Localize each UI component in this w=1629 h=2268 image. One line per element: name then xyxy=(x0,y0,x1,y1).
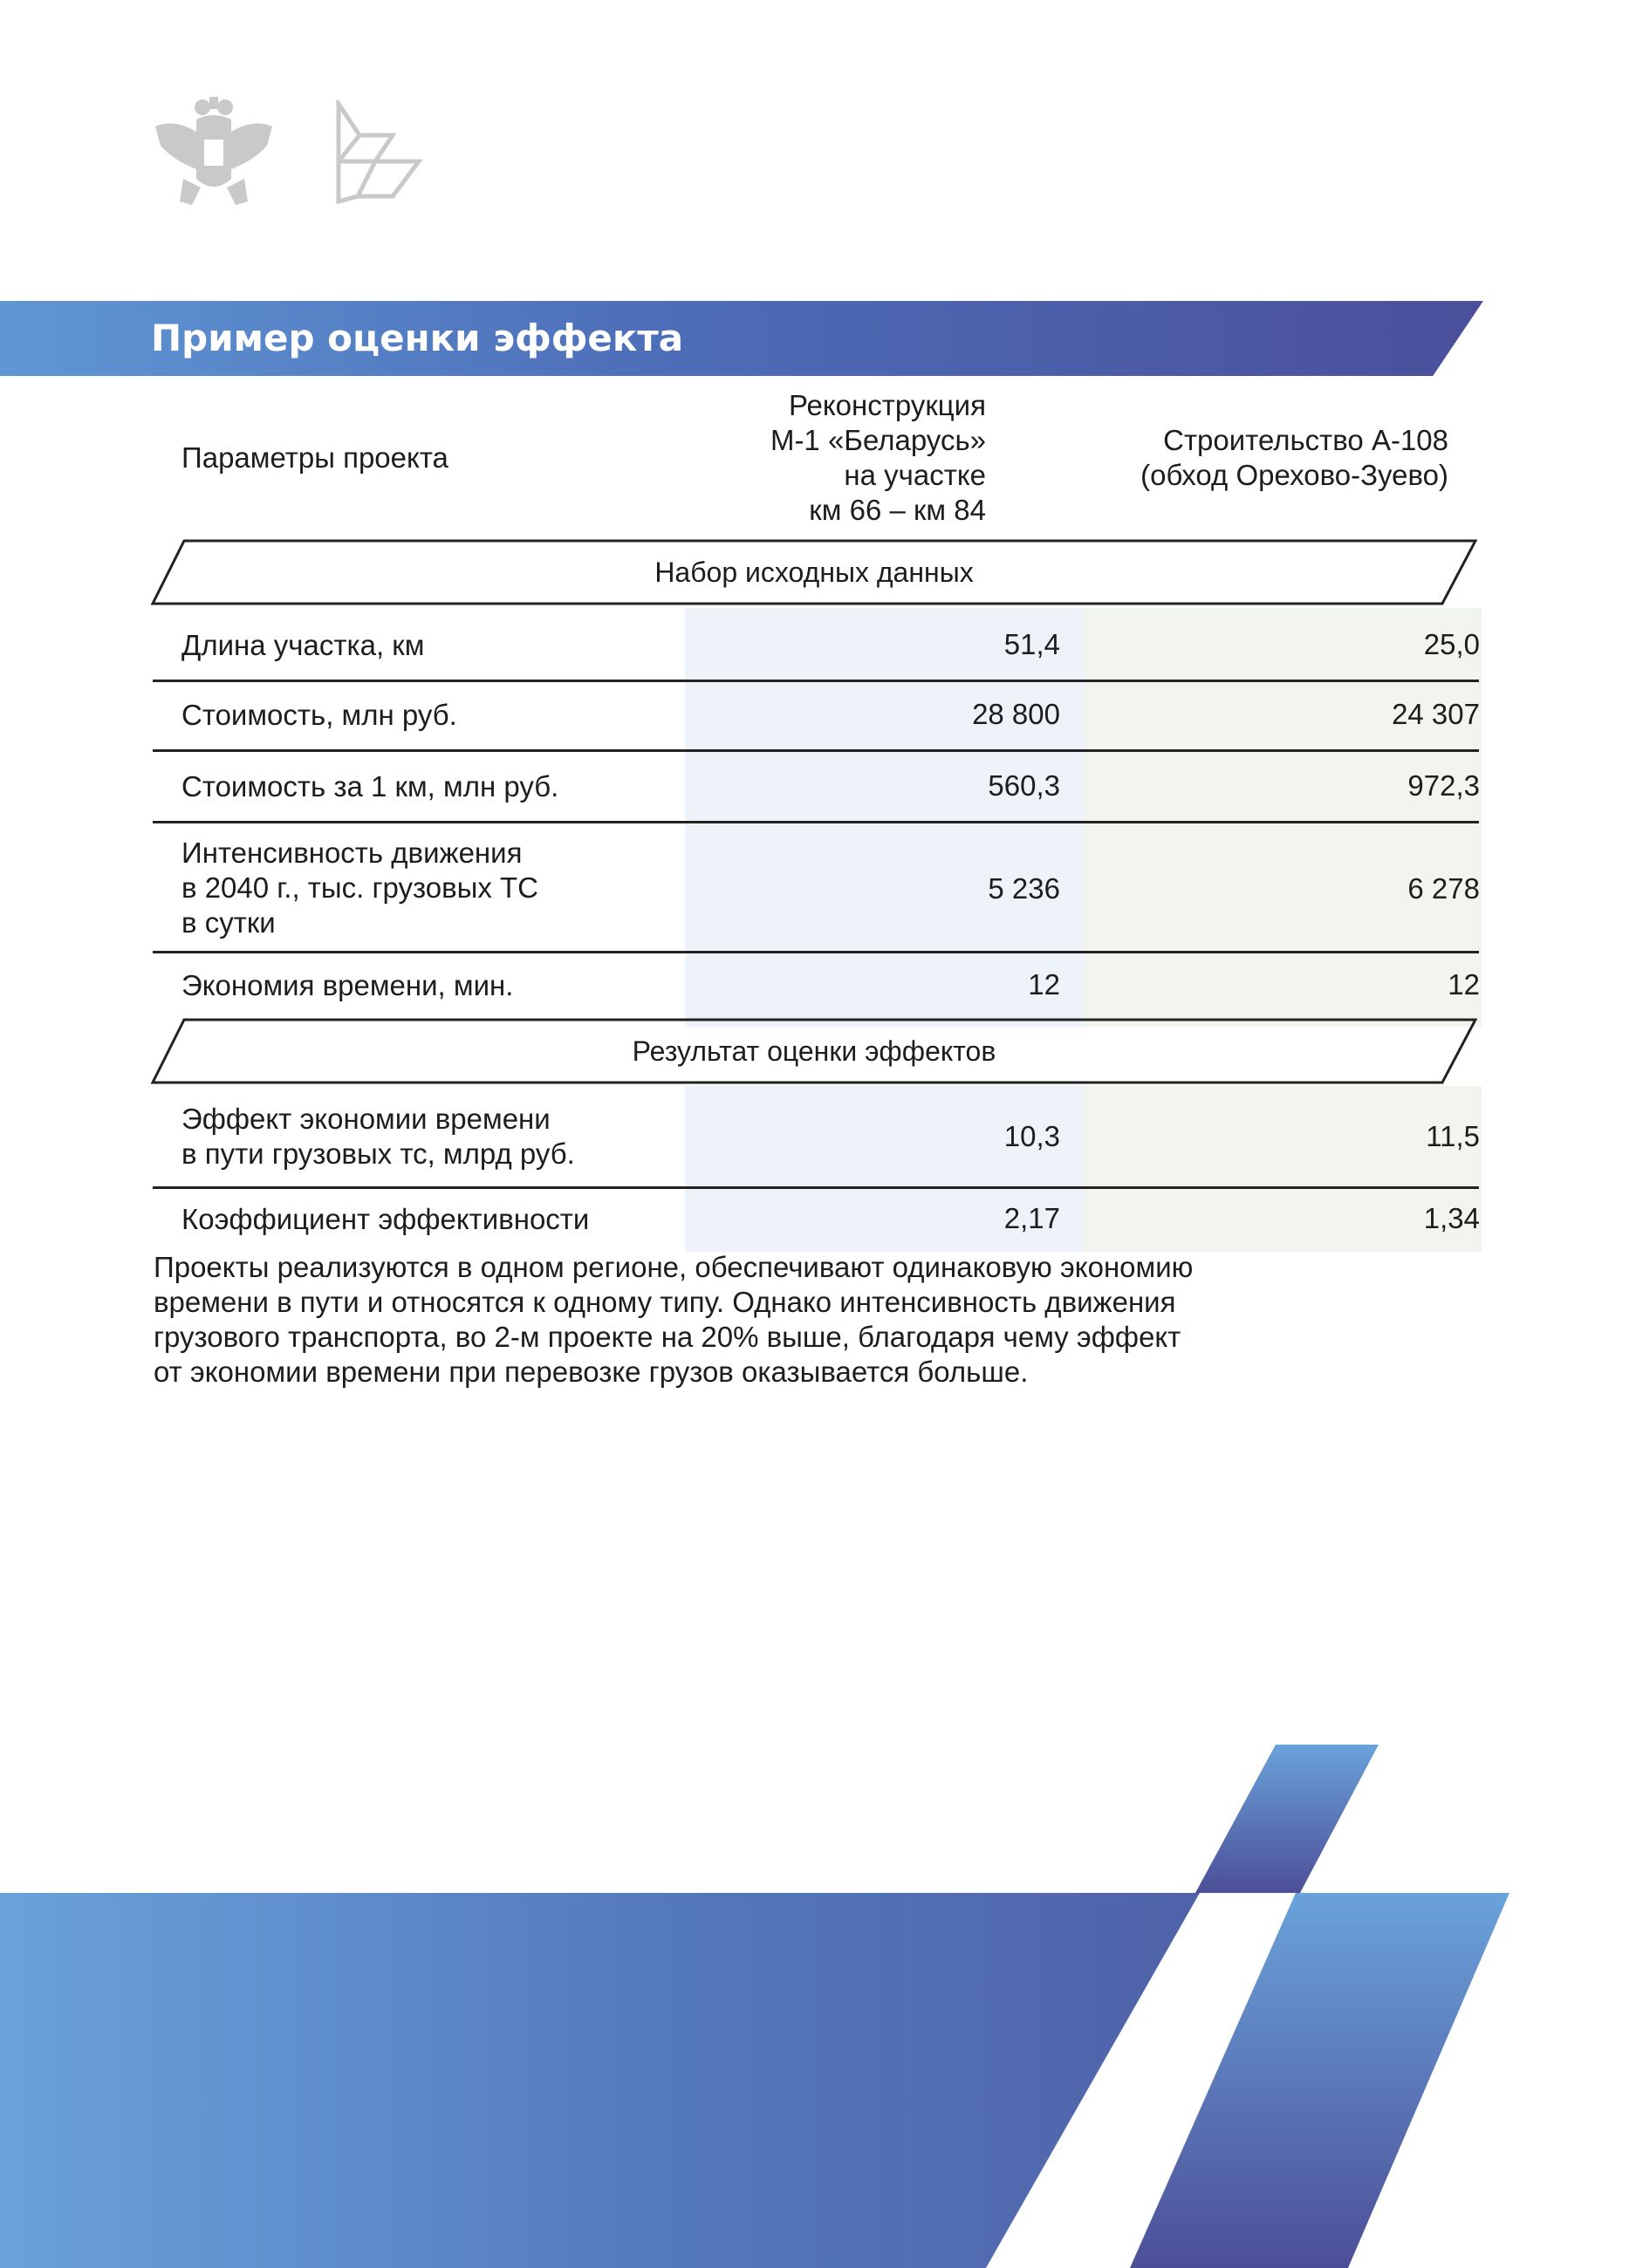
row-value-project-1: 51,4 xyxy=(1003,628,1060,660)
row-value-project-2: 12 xyxy=(1448,968,1480,1001)
row-divider xyxy=(153,749,1479,752)
decorative-slash-right xyxy=(1130,1893,1514,2268)
row-label: Длина участка, км xyxy=(181,629,425,661)
row-value-project-1: 5 236 xyxy=(988,872,1060,905)
section-results xyxy=(151,1018,1477,1084)
coat-of-arms-logo xyxy=(148,92,279,214)
row-value-project-1: 10,3 xyxy=(1003,1120,1060,1152)
column-header-project-2: Строительство А-108 (обход Орехово-Зуево) xyxy=(1140,424,1448,491)
row-divider xyxy=(153,680,1479,682)
row-value-project-2: 25,0 xyxy=(1423,628,1480,660)
brand-logo xyxy=(332,100,428,205)
row-label: Экономия времени, мин. xyxy=(181,969,514,1001)
column-2-background xyxy=(1085,608,1482,1027)
section-input-data xyxy=(151,539,1477,605)
explanatory-note: Проекты реализуются в одном регионе, обеспечивают одинаковую экономию времени в пути и относятся к одному типу. Однако интенсивность движения грузового транспорта, во 2-м проекте на 20% выше, благодаря чему эффект от экономии времени при перевозке грузов оказывается больше. xyxy=(154,1251,1194,1388)
row-value-project-2: 972,3 xyxy=(1407,769,1480,802)
row-divider xyxy=(153,821,1479,823)
row-value-project-1: 2,17 xyxy=(1003,1202,1060,1234)
column-header-project-1: Реконструкция М-1 «Беларусь» на участке км 66 – км 84 xyxy=(770,389,986,526)
row-label: Стоимость, млн руб. xyxy=(181,699,457,731)
params-header: Параметры проекта xyxy=(181,441,448,474)
column-1-background xyxy=(685,608,1085,1027)
row-value-project-1: 12 xyxy=(1028,968,1060,1001)
row-value-project-2: 1,34 xyxy=(1423,1202,1480,1234)
row-value-project-2: 24 307 xyxy=(1392,698,1480,730)
section-results-title: Результат оценки эффектов xyxy=(632,1035,996,1067)
row-value-project-1: 28 800 xyxy=(972,698,1060,730)
section-input-title: Набор исходных данных xyxy=(654,557,974,588)
row-label: Стоимость за 1 км, млн руб. xyxy=(181,770,559,803)
row-label: Эффект экономии времени в пути грузовых тс, млрд руб. xyxy=(181,1103,575,1170)
row-value-project-2: 6 278 xyxy=(1407,872,1480,905)
decorative-slash-top xyxy=(1195,1745,1387,1893)
row-label: Интенсивность движения в 2040 г., тыс. грузовых ТС в сутки xyxy=(181,837,539,939)
row-value-project-1: 560,3 xyxy=(988,769,1060,802)
row-value-project-2: 11,5 xyxy=(1426,1120,1480,1152)
page-title: Пример оценки эффекта xyxy=(151,317,684,359)
row-divider xyxy=(153,951,1479,953)
row-divider xyxy=(153,1186,1479,1189)
row-label: Коэффициент эффективности xyxy=(181,1203,590,1235)
